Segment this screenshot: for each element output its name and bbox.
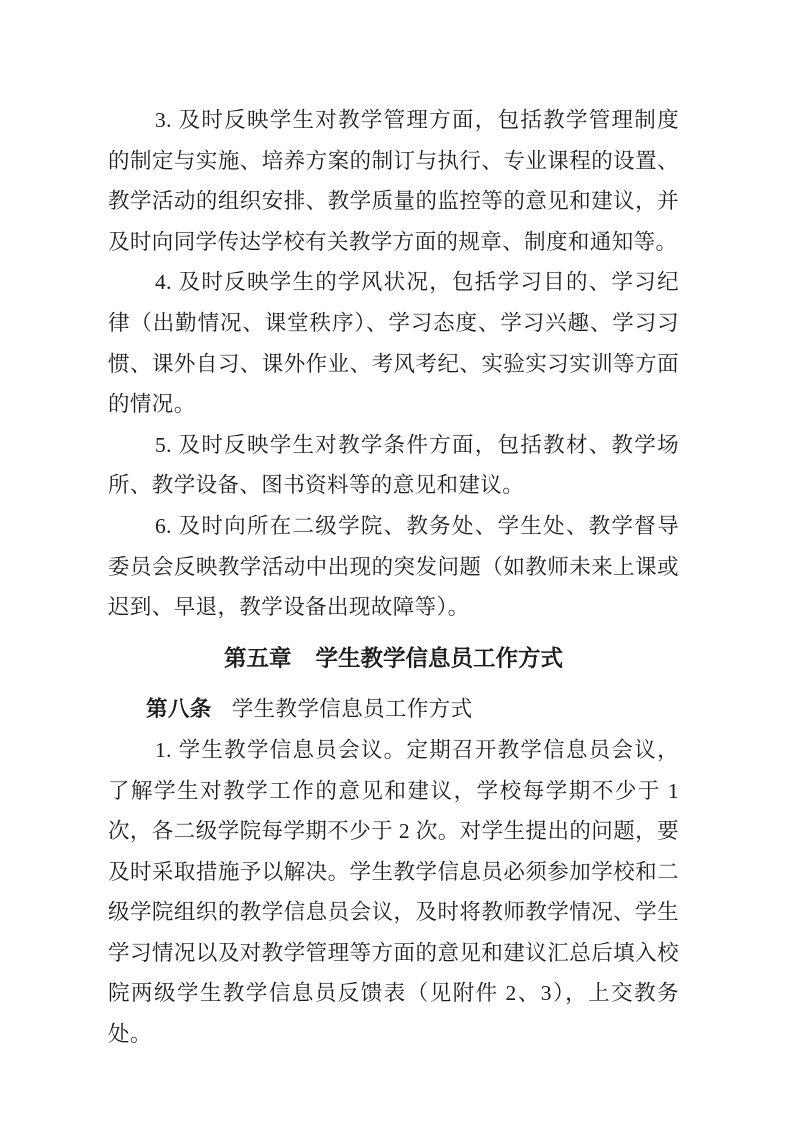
article-number: 第八条 [146,697,212,722]
chapter-number: 第五章 [223,645,292,671]
paragraph-item-3: 3. 及时反映学生对教学管理方面，包括教学管理制度的制定与实施、培养方案的制订与执行、专业课程的设置、教学活动的组织安排、教学质量的监控等的意见和建议，并及时向同学传达学校有关教学方面的规章、制度和通知等。 [108,108,679,254]
paragraph-item-4: 4. 及时反映学生的学风状况，包括学习目的、学习纪律（出勤情况、课堂秩序）、学习态度、学习兴趣、学习习惯、课外自习、课外作业、考风考纪、实验实习实训等方面的情况。 [108,270,679,417]
chapter-title: 学生教学信息员工作方式 [315,645,564,671]
article-title: 学生教学信息员工作方式 [231,697,473,722]
paragraph-item-6: 6. 及时向所在二级学院、教务处、学生处、教学督导委员会反映教学活动中出现的突发问题（如教师未来上课或迟到、早退，教学设备出现故障等）。 [108,513,679,620]
article-heading [108,689,679,730]
chapter-heading [108,639,679,680]
paragraph-article8-item-1: 1. 学生教学信息员会议。定期召开教学信息员会议，了解学生对教学工作的意见和建议，学校每学期不少于 1 次，各二级学院每学期不少于 2 次。对学生提出的问题，要及时采取措施予以解决。学生教学信息员必须参加学校和二级学院组织的教学信息员会议，及时将教师教学情况、学生学习情况以及对教学管理等方面的意见和建议汇总后填入校院两级学生教学信息员反馈表（见附件 2、3），上交教务处。 [108,737,679,1047]
paragraph-item-5: 5. 及时反映学生对教学条件方面，包括教材、教学场所、教学设备、图书资料等的意见和建议。 [108,432,679,498]
